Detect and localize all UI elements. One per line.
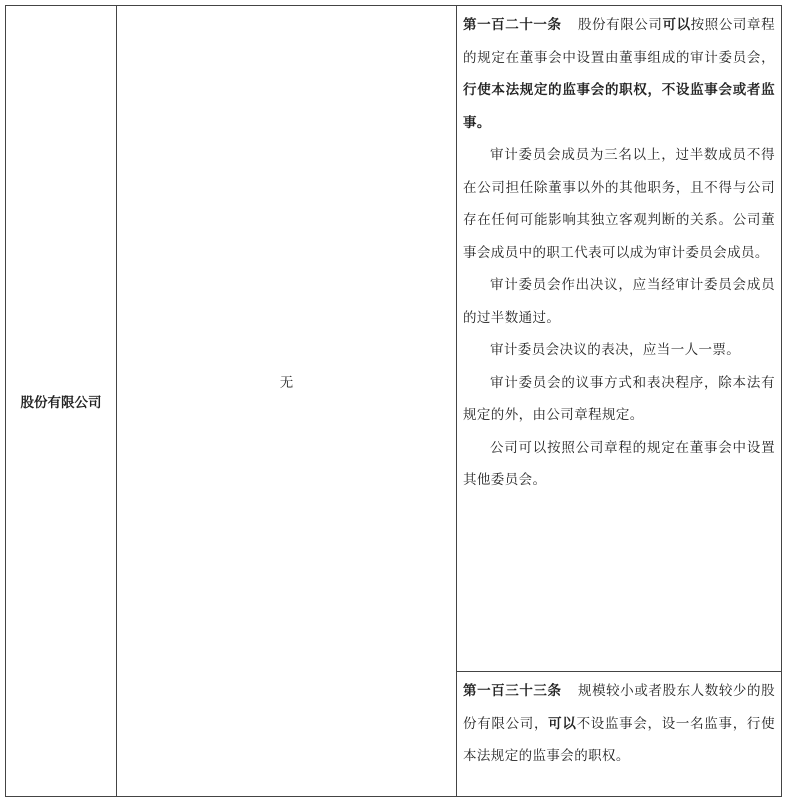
article-121-paragraph-4: 审计委员会决议的表决，应当一人一票。	[490, 342, 741, 358]
article-121-emphasis-powers: 行使本法规定的监事会的职权，不设监事会或者监事。	[463, 82, 775, 131]
article-121-paragraph-6: 公司可以按照公司章程的规定在董事会中设置其他委员会。	[463, 439, 775, 488]
row-header-cell	[6, 6, 117, 797]
article-121-text-c: 按照公司章程的规定在董事会中设置由董事组成的审计委员会，	[463, 17, 775, 66]
article-133-cell	[457, 672, 782, 797]
article-133-text-a: 规模较小或者股东人数较少的股份有限公司，	[463, 683, 775, 732]
article-133-paragraph-1	[463, 675, 775, 773]
article-121-emphasis-keyi: 可以	[662, 17, 691, 33]
row-header-text: 股份有限公司	[20, 395, 102, 411]
article-121-text-a: 股份有限公司	[577, 17, 663, 33]
comparison-table	[5, 5, 782, 797]
old-provision-text: 无	[279, 375, 294, 391]
article-121-number: 第一百二十一条	[463, 17, 562, 33]
old-provision-cell	[117, 6, 457, 797]
article-121-paragraph-5: 审计委员会的议事方式和表决程序，除本法有规定的外，由公司章程规定。	[463, 374, 775, 423]
article-133-emphasis-keyi: 可以	[548, 715, 577, 732]
article-121-cell	[457, 6, 782, 672]
article-133-number: 第一百三十三条	[463, 683, 562, 699]
table-row	[6, 6, 782, 672]
article-121-paragraph-2: 审计委员会成员为三名以上，过半数成员不得在公司担任除董事以外的其他职务，且不得与公司存在任何可能影响其独立客观判断的关系。公司董事会成员中的职工代表可以成为审计委员会成员。	[463, 147, 775, 261]
article-133-text-c: 不设监事会，设一名监事，行使本法规定的监事会的职权。	[463, 715, 775, 764]
article-121-paragraph-1	[463, 9, 775, 139]
article-121-paragraph-3: 审计委员会作出决议，应当经审计委员会成员的过半数通过。	[463, 277, 775, 326]
